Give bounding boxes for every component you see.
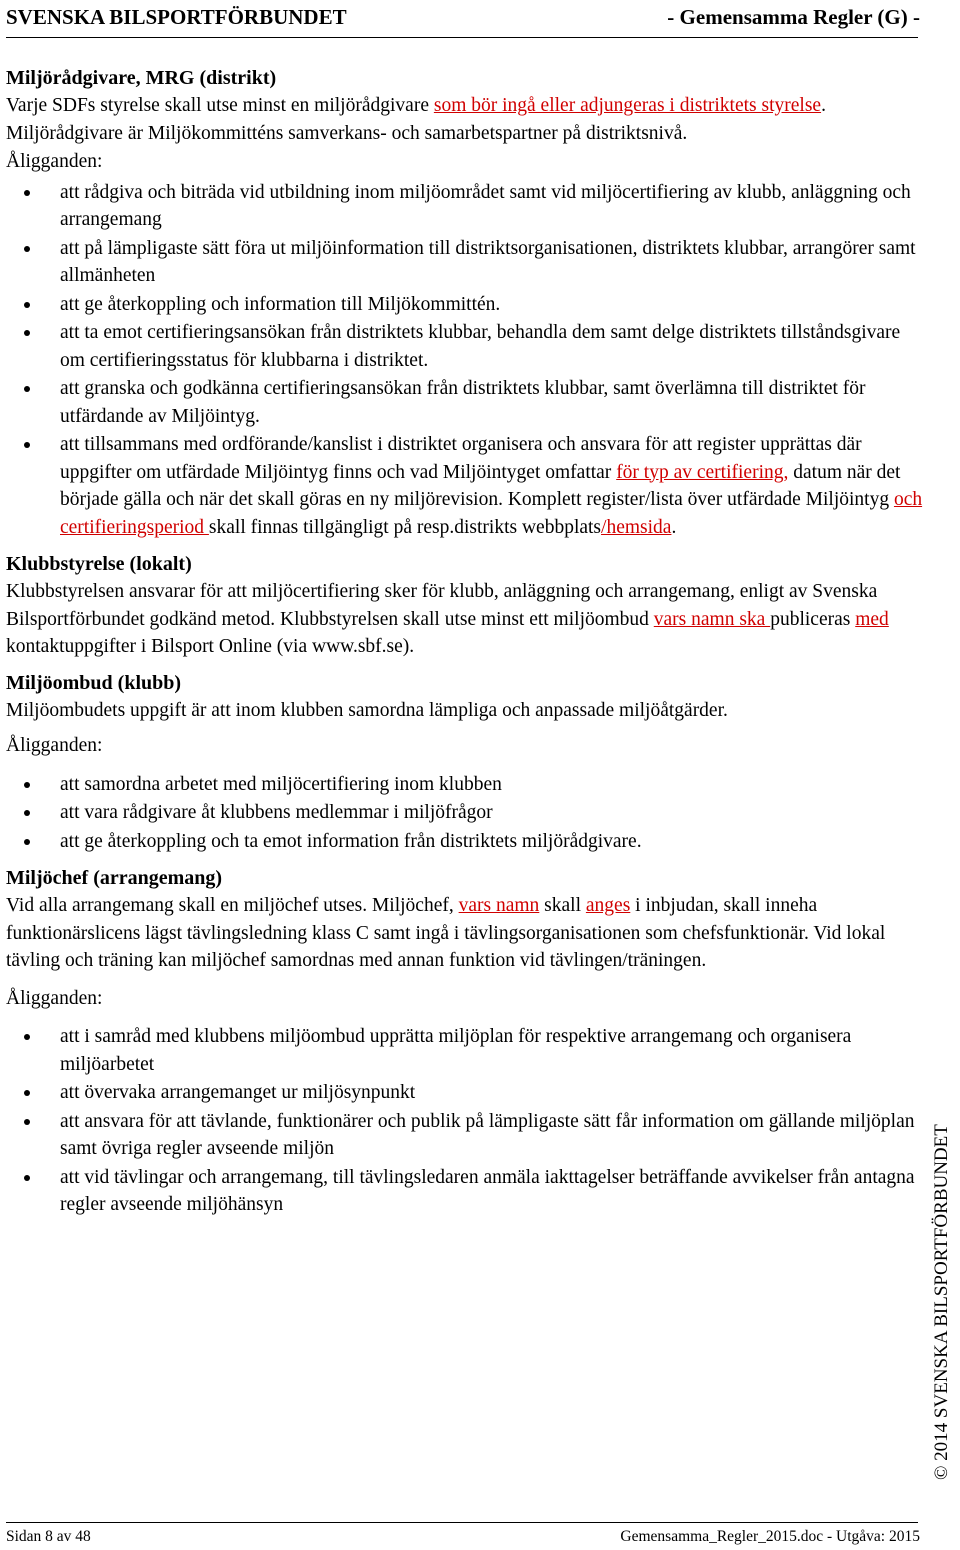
list-item: att rådgiva och biträda vid utbildning inom miljöområdet samt vid miljöcertifiering av klubb, anläggning och arrangemang [6,179,926,234]
list-item: att granska och godkänna certifieringsansökan från distriktets klubbar, samt överlämna till distriktet för utfärdande av Miljöintyg. [6,375,926,430]
klubb-paragraph: Klubbstyrelsen ansvarar för att miljöcertifiering sker för klubb, anläggning och arrangemang, enligt av Svenska Bilsportförbundet godkänd metod. Klubbstyrelsen skall utse minst ett miljöombud vars namn ska publiceras med kontaktuppgifter i Bilsport Online (via www.sbf.se). [6,581,889,657]
list-item: att övervaka arrangemanget ur miljösynpunkt [6,1079,926,1107]
ombud-paragraph: Miljöombudets uppgift är att inom klubben samordna lämpliga och anpassade miljöåtgärder. [6,699,728,721]
list-item: att vara rådgivare åt klubbens medlemmar i miljöfrågor [6,799,926,827]
document-body [6,64,926,1220]
header-org: SVENSKA BILSPORTFÖRBUNDET [6,5,347,29]
chef-duties-label: Åligganden: [6,987,103,1009]
chef-paragraph: Vid alla arrangemang skall en miljöchef utses. Miljöchef, vars namn skall anges i inbjudan, skall inneha funktionärslicens lägst tävlingsledning klass C samt ingå i tävlingsorganisationen som chefsfunktionär. Vid lokal tävling och träning kan miljöchef samordnas med annan funktion vid tävlingen/träningen. [6,895,886,971]
header-doc-title: - Gemensamma Regler (G) - [667,5,920,29]
list-item: att ta emot certifieringsansökan från distriktets klubbar, behandla dem samt delge distriktets tillståndsgivare om certifieringsstatus för klubbarna i distriktet. [6,319,926,374]
footer-doc-info: Gemensamma_Regler_2015.doc - Utgåva: 2015 [620,1528,920,1545]
ombud-duties-label: Åligganden: [6,735,103,756]
list-item: att i samråd med klubbens miljöombud upprätta miljöplan för respektive arrangemang och organisera miljöarbetet [6,1023,926,1078]
mrg-paragraph-2: Miljörådgivare är Miljökommitténs samverkans- och samarbetspartner på distriktsnivå. [6,122,688,144]
list-item: att ge återkoppling och ta emot information från distriktets miljörådgivare. [6,828,926,856]
list-item: att ansvara för att tävlande, funktionärer och publik på lämpligaste sätt får information om gällande miljöplan samt övriga regler avseende miljön [6,1108,926,1163]
chef-duties-list [6,1023,926,1219]
section-title-mrg: Miljörådgivare, MRG (distrikt) [6,67,277,89]
footer-divider [6,1522,918,1523]
ombud-duties-list [6,771,926,856]
header-divider [6,37,918,38]
section-title-chef: Miljöchef (arrangemang) [6,867,223,889]
list-item: att på lämpligaste sätt föra ut miljöinformation till distriktsorganisationen, distriktets klubbar, arrangörer samt allmänheten [6,235,926,290]
mrg-duties-label: Åligganden: [6,151,103,172]
list-item: att ge återkoppling och information till Miljökommittén. [6,291,926,319]
list-item: att vid tävlingar och arrangemang, till tävlingsledaren anmäla iakttagelser beträffande avvikelser från antagna regler avseende miljöhänsyn [6,1164,926,1219]
page-number: Sidan 8 av 48 [6,1528,91,1545]
mrg-paragraph-1: Varje SDFs styrelse skall utse minst en miljörådgivare som bör ingå eller adjungeras i distriktets styrelse. [6,95,826,116]
list-item: att tillsammans med ordförande/kanslist i distriktet organisera och ansvara för att register upprättas där uppgifter om utfärdade Miljöintyg finns och vad Miljöintyget omfattar för typ av certifiering, datum när det började gälla och när det skall göras en ny miljörevision. Komplett register/lista över utfärdade Miljöintyg och certifieringsperiod skall finnas tillgängligt på resp.distrikts webbplats/hemsida. [6,431,926,541]
section-title-ombud: Miljöombud (klubb) [6,671,182,694]
mrg-duties-list [6,179,926,542]
copyright-notice: © 2014 SVENSKA BILSPORTFÖRBUNDET [931,1124,952,1480]
list-item: att samordna arbetet med miljöcertifiering inom klubben [6,771,926,799]
section-title-klubb: Klubbstyrelse (lokalt) [6,553,192,575]
